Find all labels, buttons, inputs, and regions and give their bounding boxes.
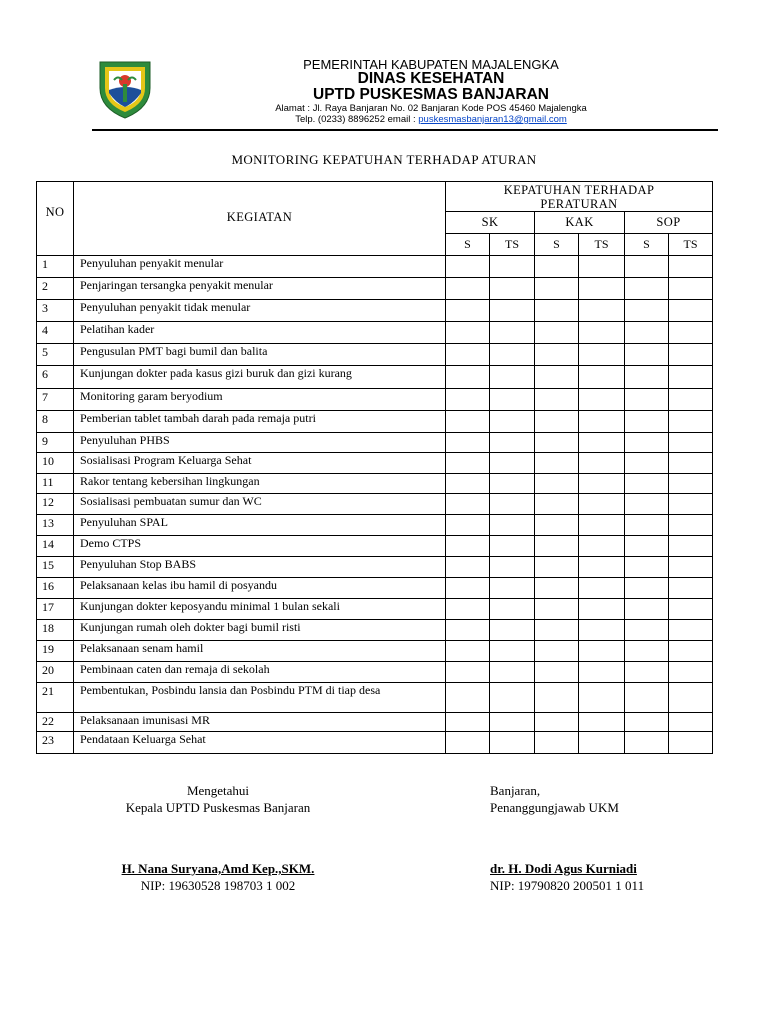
check-cell-kak-ts[interactable]	[579, 599, 625, 620]
check-cell-sk-ts[interactable]	[490, 300, 535, 322]
check-cell-kak-s[interactable]	[535, 389, 579, 411]
check-cell-sop-s[interactable]	[625, 474, 669, 494]
row-kegiatan: Sosialisasi Program Keluarga Sehat	[74, 453, 446, 474]
row-number: 12	[37, 494, 74, 515]
check-cell-sop-ts[interactable]	[669, 474, 713, 494]
check-cell-sop-ts[interactable]	[669, 536, 713, 557]
check-cell-sk-s[interactable]	[446, 300, 490, 322]
row-kegiatan: Kunjungan dokter pada kasus gizi buruk dan gizi kurang	[74, 366, 446, 389]
check-cell-sop-s[interactable]	[625, 300, 669, 322]
table-row	[37, 411, 713, 433]
check-cell-kak-s[interactable]	[535, 578, 579, 599]
row-kegiatan: Pengusulan PMT bagi bumil dan balita	[74, 344, 446, 366]
check-cell-kak-s[interactable]	[535, 256, 579, 278]
sign-right-place: Banjaran,	[490, 783, 541, 798]
check-cell-sk-s[interactable]	[446, 322, 490, 344]
row-number: 4	[37, 322, 74, 344]
row-number: 17	[37, 599, 74, 620]
signature-left	[92, 782, 344, 894]
header-kak-ts: TS	[579, 234, 625, 256]
check-cell-sop-s[interactable]	[625, 344, 669, 366]
check-cell-sop-ts[interactable]	[669, 433, 713, 453]
row-number: 18	[37, 620, 74, 641]
table-row	[37, 344, 713, 366]
check-cell-kak-ts[interactable]	[579, 433, 625, 453]
header-rule-thick	[92, 129, 718, 131]
header-email-link[interactable]: puskesmasbanjaran13@gmail.com	[418, 114, 567, 125]
header-sop-s: S	[625, 234, 669, 256]
check-cell-kak-s[interactable]	[535, 494, 579, 515]
table-row	[37, 578, 713, 599]
table-row	[37, 300, 713, 322]
table-row	[37, 322, 713, 344]
check-cell-sop-ts[interactable]	[669, 732, 713, 754]
check-cell-kak-s[interactable]	[535, 620, 579, 641]
table-row	[37, 494, 713, 515]
row-kegiatan: Demo CTPS	[74, 536, 446, 557]
check-cell-sk-ts[interactable]	[490, 641, 535, 662]
check-cell-sk-s[interactable]	[446, 494, 490, 515]
check-cell-kak-s[interactable]	[535, 433, 579, 453]
check-cell-sk-ts[interactable]	[490, 662, 535, 683]
check-cell-kak-s[interactable]	[535, 713, 579, 732]
check-cell-kak-s[interactable]	[535, 536, 579, 557]
header-phone: Telp. (0233) 8896252 email :	[295, 114, 419, 125]
check-cell-sk-ts[interactable]	[490, 389, 535, 411]
check-cell-sk-s[interactable]	[446, 713, 490, 732]
row-kegiatan: Rakor tentang kebersihan lingkungan	[74, 474, 446, 494]
row-number: 1	[37, 256, 74, 278]
check-cell-sk-s[interactable]	[446, 453, 490, 474]
check-cell-sk-ts[interactable]	[490, 683, 535, 713]
row-number: 11	[37, 474, 74, 494]
row-number: 23	[37, 732, 74, 754]
sign-right-nip: NIP: 19790820 200501 1 011	[490, 878, 645, 893]
check-cell-sk-s[interactable]	[446, 411, 490, 433]
monitoring-table	[36, 181, 713, 754]
sign-left-position: Kepala UPTD Puskesmas Banjaran	[125, 800, 311, 815]
check-cell-sop-ts[interactable]	[669, 662, 713, 683]
check-cell-kak-ts[interactable]	[579, 641, 625, 662]
table-row	[37, 389, 713, 411]
check-cell-sop-s[interactable]	[625, 515, 669, 536]
check-cell-kak-s[interactable]	[535, 453, 579, 474]
row-kegiatan: Penyuluhan penyakit menular	[74, 256, 446, 278]
header-kak-s: S	[535, 234, 579, 256]
header-institution: UPTD PUSKESMAS BANJARAN	[313, 86, 549, 103]
check-cell-kak-s[interactable]	[535, 515, 579, 536]
row-kegiatan: Pemberian tablet tambah darah pada remaja putri	[74, 411, 446, 433]
check-cell-kak-ts[interactable]	[579, 494, 625, 515]
check-cell-sop-s[interactable]	[625, 662, 669, 683]
table-row	[37, 474, 713, 494]
table-row	[37, 366, 713, 389]
signature-right	[490, 782, 644, 894]
check-cell-sop-s[interactable]	[625, 732, 669, 754]
check-cell-sk-ts[interactable]	[490, 474, 535, 494]
table-row	[37, 599, 713, 620]
table-row	[37, 683, 713, 713]
check-cell-kak-s[interactable]	[535, 300, 579, 322]
check-cell-kak-s[interactable]	[535, 278, 579, 300]
check-cell-sk-s[interactable]	[446, 641, 490, 662]
table-row	[37, 662, 713, 683]
check-cell-sop-s[interactable]	[625, 641, 669, 662]
majalengka-emblem-logo	[94, 58, 156, 120]
table-row	[37, 256, 713, 278]
check-cell-sop-s[interactable]	[625, 366, 669, 389]
header-government: PEMERINTAH KABUPATEN MAJALENGKA	[303, 57, 559, 72]
check-cell-kak-ts[interactable]	[579, 300, 625, 322]
check-cell-sk-ts[interactable]	[490, 278, 535, 300]
row-number: 6	[37, 366, 74, 389]
row-kegiatan: Pelaksanaan kelas ibu hamil di posyandu	[74, 578, 446, 599]
check-cell-kak-s[interactable]	[535, 662, 579, 683]
check-cell-sop-s[interactable]	[625, 683, 669, 713]
check-cell-kak-ts[interactable]	[579, 515, 625, 536]
document-title: MONITORING KEPATUHAN TERHADAP ATURAN	[231, 152, 537, 167]
check-cell-sop-s[interactable]	[625, 411, 669, 433]
header-sk-s: S	[446, 234, 490, 256]
table-row	[37, 433, 713, 453]
check-cell-sk-ts[interactable]	[490, 557, 535, 578]
row-kegiatan: Pembentukan, Posbindu lansia dan Posbindu PTM di tiap desa	[74, 683, 446, 713]
row-number: 16	[37, 578, 74, 599]
check-cell-kak-s[interactable]	[535, 599, 579, 620]
row-number: 2	[37, 278, 74, 300]
check-cell-sk-s[interactable]	[446, 474, 490, 494]
check-cell-kak-s[interactable]	[535, 732, 579, 754]
check-cell-kak-ts[interactable]	[579, 278, 625, 300]
check-cell-kak-ts[interactable]	[579, 713, 625, 732]
check-cell-sk-s[interactable]	[446, 732, 490, 754]
check-cell-sk-ts[interactable]	[490, 578, 535, 599]
check-cell-sop-s[interactable]	[625, 557, 669, 578]
check-cell-sop-ts[interactable]	[669, 322, 713, 344]
row-kegiatan: Pelatihan kader	[74, 322, 446, 344]
check-cell-sk-ts[interactable]	[490, 256, 535, 278]
check-cell-kak-ts[interactable]	[579, 474, 625, 494]
row-kegiatan: Pelaksanaan imunisasi MR	[74, 713, 446, 732]
row-kegiatan: Penjaringan tersangka penyakit menular	[74, 278, 446, 300]
check-cell-sk-s[interactable]	[446, 557, 490, 578]
check-cell-kak-s[interactable]	[535, 322, 579, 344]
check-cell-sop-s[interactable]	[625, 620, 669, 641]
table-row	[37, 453, 713, 474]
header-sop-ts: TS	[669, 234, 713, 256]
check-cell-sop-ts[interactable]	[669, 515, 713, 536]
row-kegiatan: Pembinaan caten dan remaja di sekolah	[74, 662, 446, 683]
check-cell-sk-s[interactable]	[446, 662, 490, 683]
sign-left-acknowledge: Mengetahui	[186, 783, 250, 798]
check-cell-sk-ts[interactable]	[490, 453, 535, 474]
row-number: 13	[37, 515, 74, 536]
row-kegiatan: Kunjungan rumah oleh dokter bagi bumil risti	[74, 620, 446, 641]
check-cell-kak-s[interactable]	[535, 344, 579, 366]
check-cell-sk-s[interactable]	[446, 620, 490, 641]
row-number: 19	[37, 641, 74, 662]
check-cell-sop-s[interactable]	[625, 494, 669, 515]
check-cell-sk-ts[interactable]	[490, 322, 535, 344]
check-cell-kak-ts[interactable]	[579, 620, 625, 641]
check-cell-kak-ts[interactable]	[579, 411, 625, 433]
check-cell-kak-s[interactable]	[535, 683, 579, 713]
header-department: DINAS KESEHATAN	[357, 70, 505, 87]
check-cell-sk-ts[interactable]	[490, 599, 535, 620]
check-cell-sop-ts[interactable]	[669, 683, 713, 713]
table-row	[37, 732, 713, 754]
check-cell-sop-ts[interactable]	[669, 278, 713, 300]
check-cell-sop-s[interactable]	[625, 599, 669, 620]
row-number: 21	[37, 683, 74, 713]
check-cell-sop-s[interactable]	[625, 713, 669, 732]
check-cell-kak-ts[interactable]	[579, 256, 625, 278]
row-kegiatan: Penyuluhan Stop BABS	[74, 557, 446, 578]
sign-left-nip: NIP: 19630528 198703 1 002	[140, 878, 296, 893]
check-cell-kak-ts[interactable]	[579, 536, 625, 557]
check-cell-sop-s[interactable]	[625, 256, 669, 278]
check-cell-kak-ts[interactable]	[579, 366, 625, 389]
check-cell-sop-s[interactable]	[625, 322, 669, 344]
check-cell-sk-ts[interactable]	[490, 515, 535, 536]
check-cell-sop-ts[interactable]	[669, 557, 713, 578]
sign-left-name: H. Nana Suryana,Amd Kep.,SKM.	[121, 861, 315, 876]
header-no: NO	[37, 182, 74, 256]
row-number: 14	[37, 536, 74, 557]
check-cell-sk-s[interactable]	[446, 536, 490, 557]
table-row	[37, 515, 713, 536]
check-cell-kak-ts[interactable]	[579, 344, 625, 366]
row-kegiatan: Penyuluhan SPAL	[74, 515, 446, 536]
check-cell-kak-s[interactable]	[535, 474, 579, 494]
table-row	[37, 536, 713, 557]
check-cell-sk-s[interactable]	[446, 278, 490, 300]
row-number: 20	[37, 662, 74, 683]
check-cell-sop-s[interactable]	[625, 389, 669, 411]
check-cell-sop-s[interactable]	[625, 278, 669, 300]
check-cell-kak-s[interactable]	[535, 366, 579, 389]
header-sk-ts: TS	[490, 234, 535, 256]
row-kegiatan: Monitoring garam beryodium	[74, 389, 446, 411]
row-number: 3	[37, 300, 74, 322]
check-cell-sk-ts[interactable]	[490, 494, 535, 515]
check-cell-kak-ts[interactable]	[579, 662, 625, 683]
check-cell-kak-ts[interactable]	[579, 557, 625, 578]
row-number: 7	[37, 389, 74, 411]
check-cell-sk-ts[interactable]	[490, 366, 535, 389]
check-cell-sop-ts[interactable]	[669, 578, 713, 599]
check-cell-sk-ts[interactable]	[490, 344, 535, 366]
check-cell-sop-ts[interactable]	[669, 389, 713, 411]
check-cell-kak-s[interactable]	[535, 411, 579, 433]
check-cell-sop-ts[interactable]	[669, 366, 713, 389]
header-kepatuhan: KEPATUHAN TERHADAP PERATURAN	[446, 182, 713, 212]
check-cell-sk-s[interactable]	[446, 599, 490, 620]
row-kegiatan: Pelaksanaan senam hamil	[74, 641, 446, 662]
check-cell-sop-ts[interactable]	[669, 713, 713, 732]
check-cell-kak-ts[interactable]	[579, 453, 625, 474]
table-row	[37, 557, 713, 578]
check-cell-sop-s[interactable]	[625, 578, 669, 599]
row-number: 9	[37, 433, 74, 453]
check-cell-sop-ts[interactable]	[669, 453, 713, 474]
table-row	[37, 278, 713, 300]
check-cell-sk-s[interactable]	[446, 433, 490, 453]
check-cell-sop-ts[interactable]	[669, 256, 713, 278]
check-cell-sk-ts[interactable]	[490, 536, 535, 557]
check-cell-sk-s[interactable]	[446, 256, 490, 278]
check-cell-kak-ts[interactable]	[579, 578, 625, 599]
check-cell-sk-ts[interactable]	[490, 713, 535, 732]
row-number: 5	[37, 344, 74, 366]
sign-right-position: Penanggungjawab UKM	[490, 800, 619, 815]
check-cell-sk-ts[interactable]	[490, 433, 535, 453]
header-kak: KAK	[535, 212, 625, 234]
check-cell-sop-ts[interactable]	[669, 344, 713, 366]
row-number: 15	[37, 557, 74, 578]
row-kegiatan: Pendataan Keluarga Sehat	[74, 732, 446, 754]
header-sk: SK	[446, 212, 535, 234]
check-cell-sk-s[interactable]	[446, 683, 490, 713]
row-kegiatan: Sosialisasi pembuatan sumur dan WC	[74, 494, 446, 515]
row-number: 8	[37, 411, 74, 433]
check-cell-sop-s[interactable]	[625, 433, 669, 453]
check-cell-sk-ts[interactable]	[490, 620, 535, 641]
row-kegiatan: Kunjungan dokter keposyandu minimal 1 bulan sekali	[74, 599, 446, 620]
check-cell-kak-s[interactable]	[535, 557, 579, 578]
check-cell-kak-ts[interactable]	[579, 732, 625, 754]
table-row	[37, 620, 713, 641]
table-row	[37, 641, 713, 662]
check-cell-sop-s[interactable]	[625, 453, 669, 474]
check-cell-sop-ts[interactable]	[669, 599, 713, 620]
check-cell-sk-ts[interactable]	[490, 411, 535, 433]
table-row	[37, 713, 713, 732]
check-cell-kak-s[interactable]	[535, 641, 579, 662]
check-cell-sop-ts[interactable]	[669, 641, 713, 662]
sign-right-name: dr. H. Dodi Agus Kurniadi	[490, 861, 637, 876]
header-contact	[232, 114, 630, 125]
check-cell-sk-s[interactable]	[446, 389, 490, 411]
check-cell-sk-s[interactable]	[446, 515, 490, 536]
check-cell-sop-ts[interactable]	[669, 411, 713, 433]
check-cell-sk-s[interactable]	[446, 366, 490, 389]
check-cell-kak-ts[interactable]	[579, 322, 625, 344]
header-sop: SOP	[625, 212, 713, 234]
check-cell-sop-ts[interactable]	[669, 494, 713, 515]
header-address: Alamat : Jl. Raya Banjaran No. 02 Banjaran Kode POS 45460 Majalengka	[275, 103, 587, 114]
check-cell-sk-s[interactable]	[446, 344, 490, 366]
check-cell-sop-ts[interactable]	[669, 620, 713, 641]
header-kegiatan: KEGIATAN	[74, 182, 446, 256]
row-kegiatan: Penyuluhan penyakit tidak menular	[74, 300, 446, 322]
row-number: 10	[37, 453, 74, 474]
row-kegiatan: Penyuluhan PHBS	[74, 433, 446, 453]
check-cell-kak-ts[interactable]	[579, 389, 625, 411]
check-cell-sop-s[interactable]	[625, 536, 669, 557]
row-number: 22	[37, 713, 74, 732]
check-cell-sk-ts[interactable]	[490, 732, 535, 754]
check-cell-sk-s[interactable]	[446, 578, 490, 599]
check-cell-sop-ts[interactable]	[669, 300, 713, 322]
check-cell-kak-ts[interactable]	[579, 683, 625, 713]
